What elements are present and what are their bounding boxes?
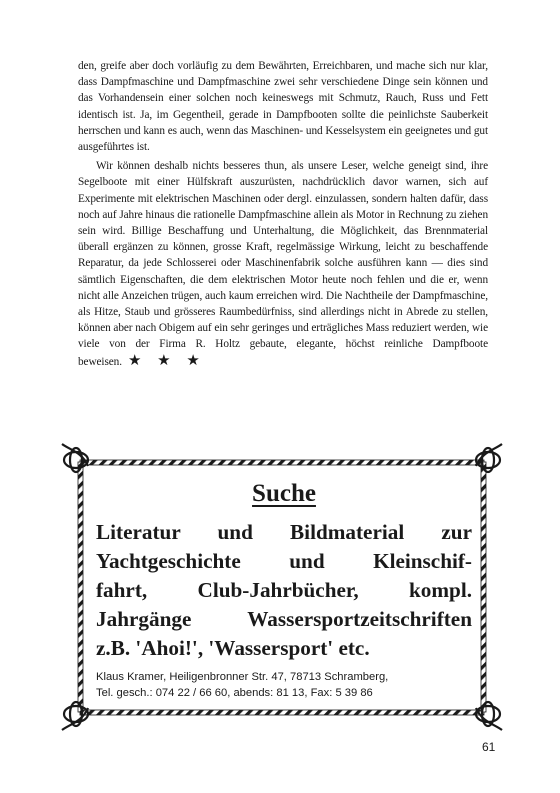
paragraph-1: den, greife aber doch vorläufig zu dem Bewährten, Erreichbaren, und mache sich nur klar, dass Dampfmaschine und Dampfmaschine zwei sehr verschiedene Dinge sein können und das Vorhandensein einer solchen noch keineswegs mit Schmutz, Rauch, Russ und Fett identisch ist. Ja, im Gegentheil, gerade in Dampfbooten sollte die peinlichste Sauberkeit herrschen und kann es auch, wenn das Maschinen- und Kesselsystem ein geeignetes und gut ausgeführtes ist. [78,60,488,154]
page-number: 61 [482,740,496,754]
paragraph-2-text: Wir können deshalb nichts besseres thun, als unsere Leser, welche geneigt sind, ihre Segelboote mit einer Hülfskraft auszurüsten, nachdrücklich davor warnen, sich auf Experimente mit elektrischen Maschinen oder dergl. einzulassen, sondern halten dafür, dass noch auf Jahre hinaus die rationelle Dampfmaschine allein als Motor in Rechnung zu ziehen sein wird. Billige Beschaffung und Unterhaltung, die Möglichkeit, das Brennmaterial überall ergänzen zu können, grosse Kraft, regelmässige Wirkung, leicht zu beschaffende Reparatur, da jede Schlosserei oder Maschinenfabrik solche ausführen kann — dies sind sämtlich Eigenschaften, die dem elektrischen Motor heute noch fehlen und die er, wenn nicht alle Anzeichen trügen, auch kaum erreichen wird. Die Nachtheile der Dampfmaschine, als Hitze, Staub und grösseres Raumbedürfniss, sind allerdings nicht in Abrede zu stellen, können aber nach Obigem auf ein sehr geringes und erträgliches Mass reduziert werden, wie viele von der Firma R. Holtz gebaute, elegante, höchst reinliche Dampfboote beweisen. [78,160,488,368]
ad-line-1: Literatur und Bildmaterial zur [96,520,472,544]
paragraph-2 [78,158,488,370]
ad-line-4: Jahrgänge Wassersportzeitschriften [96,607,472,631]
ad-line-5: z.B. 'Ahoi!', 'Wassersport' etc. [96,636,370,660]
ad-contact [96,669,472,701]
ad-title: Suche [252,480,316,507]
ad-phone: Tel. gesch.: 074 22 / 66 60, abends: 81 13, Fax: 5 39 86 [96,687,373,699]
section-end-stars: ★ ★ ★ [127,352,206,369]
article-text [78,58,488,370]
ad-address: Klaus Kramer, Heiligenbronner Str. 47, 78713 Schramberg, [96,671,389,683]
ad-line-3: fahrt, Club-Jahrbücher, kompl. [96,578,472,602]
advertisement-box [56,438,508,736]
advertisement-content [96,480,472,701]
ad-line-2: Yachtgeschichte und Kleinschif- [96,549,472,573]
